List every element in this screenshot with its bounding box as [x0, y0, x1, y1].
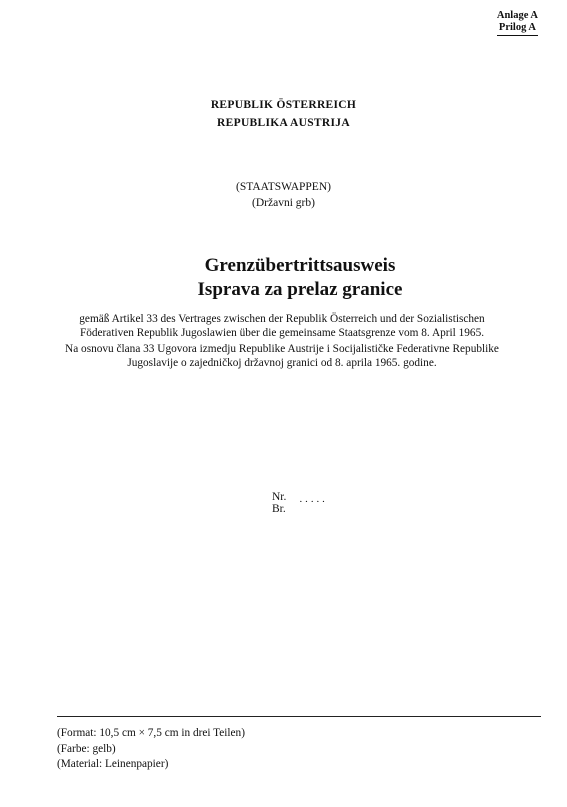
number-label-sl: Br.	[272, 503, 286, 515]
document-title	[0, 254, 567, 302]
state-name	[0, 96, 567, 132]
spec-format: (Format: 10,5 cm × 7,5 cm in drei Teilen)	[57, 727, 245, 739]
document-title-de: Grenzübertrittsausweis	[204, 255, 396, 276]
spec-color: (Farbe: gelb)	[57, 742, 116, 755]
coat-of-arms-sl: (Državni grb)	[252, 197, 315, 209]
annex-label	[497, 10, 538, 36]
footer-divider	[57, 716, 541, 717]
legal-basis-sl: Na osnovu člana 33 Ugovora izmedju Republike Austrije i Socijalističke Federativne Republike Jugoslavije o zajedničkoj državnoj granici od 8. aprila 1965. godine.	[65, 343, 499, 369]
document-title-sl: Isprava za prelaz granice	[197, 279, 403, 300]
annex-label-de: Anlage A	[496, 10, 538, 21]
state-name-de: REPUBLIK ÖSTERREICH	[210, 99, 357, 111]
document-number	[272, 491, 328, 515]
spec-material: (Material: Leinenpapier)	[57, 758, 169, 770]
legal-basis-de: gemäß Artikel 33 des Vertrages zwischen der Republik Österreich und der Sozialistischen Föderativen Republik Jugoslawien über die gemeinsame Staatsgrenze vom 8. April 1965.	[79, 313, 485, 339]
coat-of-arms-de: (STAATSWAPPEN)	[236, 181, 331, 193]
annex-label-sl: Prilog A	[497, 22, 538, 36]
number-label-de: Nr.	[272, 491, 287, 503]
number-placeholder: ·····	[299, 496, 328, 508]
format-specifications	[57, 726, 245, 773]
state-name-sl: REPUBLIKA AUSTRIJA	[217, 117, 350, 129]
coat-of-arms-placeholder	[0, 179, 567, 211]
